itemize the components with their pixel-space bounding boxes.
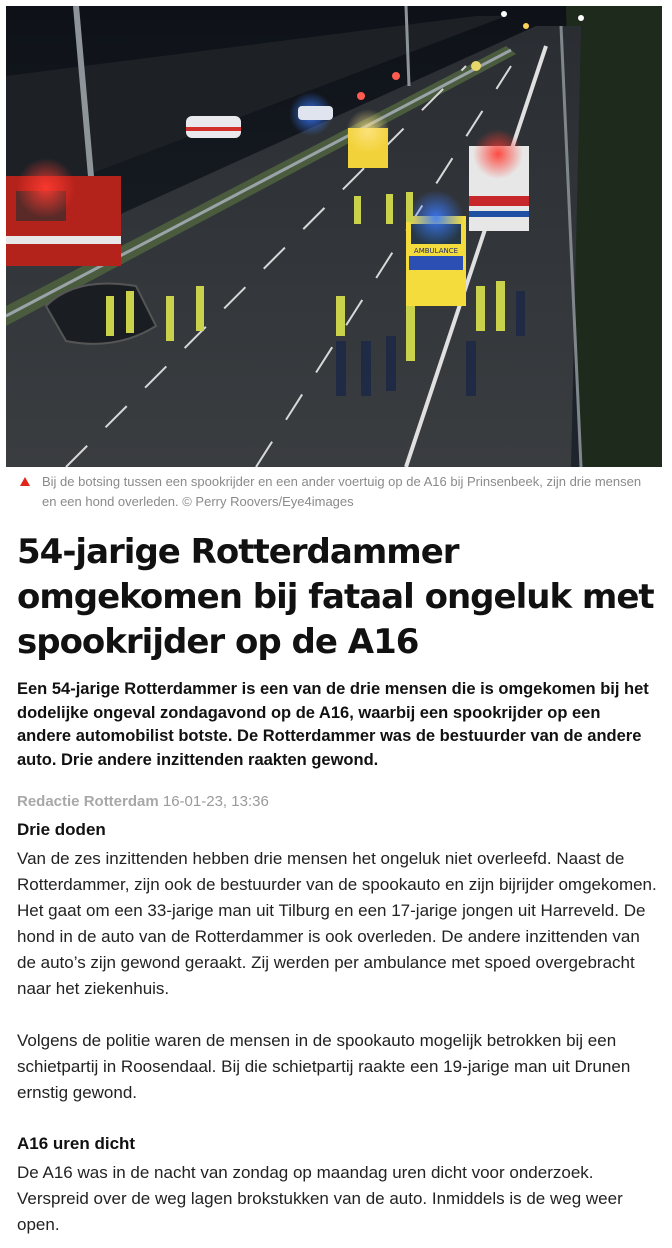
section-heading-drie-doden: Drie doden [17, 820, 106, 839]
article-lead: Een 54-jarige Rotterdammer is een van de drie mensen die is omgekomen bij het dodelijke ongeval zondagavond op de A16, waarbij een spookrijder op een andere automobilist botste. De Rotterdammer was de bestuurder van de andere auto. Drie andere inzittenden raakten gewond. [17, 680, 649, 769]
paragraph: Volgens de politie waren de mensen in de spookauto mogelijk betrokken bij een schietpartij in Roosendaal. Bij die schietpartij raakte een 19-jarige man uit Drunen ernstig gewond. [17, 1031, 631, 1102]
paragraph: Van de zes inzittenden hebben drie mensen het ongeluk niet overleefd. Naast de Rotterdammer, zijn ook de bestuurder van de spookauto en zijn bijrijder omgekomen. Het gaat om een 33-jarige man uit Tilburg en een 17-jarige jongen uit Harreveld. De hond in de auto van de Rotterdammer is ook overleden. De andere inzittenden van de auto’s zijn gewond geraakt. Zij werden per ambulance met spoed overgebracht naar het ziekenhuis. [17, 849, 657, 998]
article-meta [17, 792, 657, 812]
caption-text: Bij de botsing tussen een spookrijder en een ander voertuig op de A16 bij Prinsenbeek, zijn drie mensen en een hond overleden. © Perry Roovers/Eye4images [42, 474, 642, 509]
paragraph: De A16 was in de nacht van zondag op maandag uren dicht voor onderzoek. Verspreid over de weg lagen brokstukken van de auto. Inmiddels is de weg weer open. [17, 1163, 623, 1234]
accident-scene-illustration [6, 6, 662, 467]
article-photo[interactable] [6, 6, 662, 467]
publish-datetime: 16-01-23, 13:36 [162, 793, 269, 810]
section-heading-a16-uren-dicht: A16 uren dicht [17, 1134, 136, 1153]
photo-caption [20, 472, 650, 512]
ambulance-label: AMBULANCE [413, 247, 459, 255]
article-title: 54-jarige Rotterdammer omgekomen bij fataal ongeluk met spookrijder op de A16 [17, 532, 654, 662]
caption-triangle-icon [20, 477, 30, 486]
grass-verge [566, 6, 662, 467]
author-link[interactable]: Redactie Rotterdam [17, 793, 159, 810]
